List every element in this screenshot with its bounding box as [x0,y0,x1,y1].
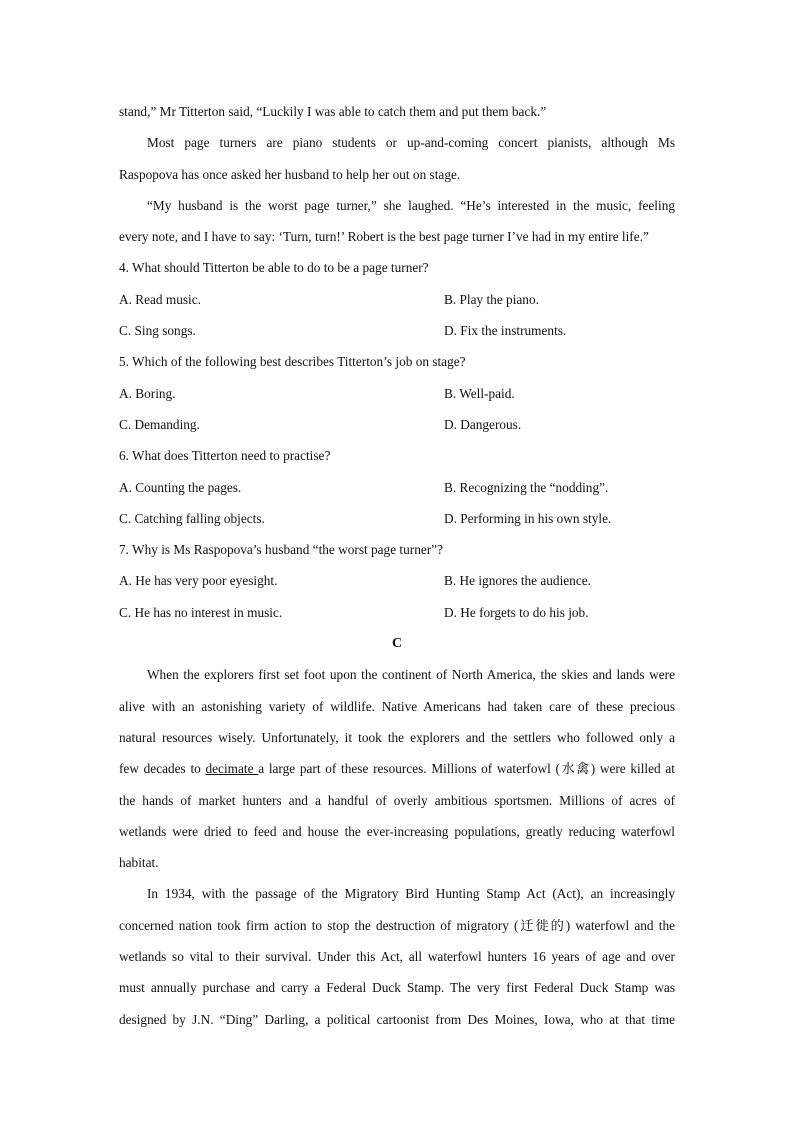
question-stem: 7. Why is Ms Raspopova’s husband “the worst page turner”? [119,542,443,558]
text-line: stand,” Mr Titterton said, “Luckily I was able to catch them and put them back.” [119,104,547,119]
question-stem: 5. Which of the following best describes Titterton’s job on stage? [119,354,466,370]
option-row [119,378,675,409]
option-a: A. Read music. [119,291,201,307]
paragraph-line: habitat. [119,855,159,871]
paragraph-line: wetlands were dried to feed and house the ever-increasing populations, greatly reducing waterfowl [119,823,675,839]
paragraph-line [119,753,675,784]
paragraph-line: wetlands so vital to their survival. Under this Act, all waterfowl hunters 16 years of age and over [119,949,675,965]
option-row [119,284,675,315]
paragraph-line: designed by J.N. “Ding” Darling, a political cartoonist from Des Moines, Iowa, who at that time [119,1011,675,1027]
option-b: B. Well-paid. [444,385,515,401]
paragraph-line: In 1934, with the passage of the Migratory Bird Hunting Stamp Act (Act), an increasingly [147,886,675,902]
paragraph-line: the hands of market hunters and a handful of overly ambitious sportsmen. Millions of acres of [119,792,675,808]
option-row [119,315,675,346]
section-heading: C [391,636,403,652]
option-d: D. Dangerous. [444,416,522,432]
option-d: D. Fix the instruments. [444,323,567,339]
paragraph-line: When the explorers first set foot upon the continent of North America, the skies and lands were [147,667,675,683]
option-c: C. Demanding. [119,416,200,432]
text-segment: a large part of these resources. Millions of waterfowl (水禽) were killed at [258,761,675,777]
option-b: B. He ignores the audience. [444,573,591,589]
option-row [119,565,675,596]
option-c: C. He has no interest in music. [119,604,283,620]
underlined-word: decimate [205,761,259,777]
option-b: B. Play the piano. [444,291,539,307]
paragraph-line: Raspopova has once asked her husband to help her out on stage. [119,166,461,182]
option-b: B. Recognizing the “nodding”. [444,479,609,495]
question-stem: 4. What should Titterton be able to do to be a page turner? [119,260,429,276]
paragraph-line: concerned nation took firm action to stop the destruction of migratory (迁徙的) waterfowl and the [119,917,675,933]
option-row [119,409,675,440]
document-page [119,96,675,1035]
option-d: D. He forgets to do his job. [444,604,589,620]
paragraph-line: every note, and I have to say: ‘Turn, turn!’ Robert is the best page turner I’ve had in my entire life.” [119,229,649,245]
paragraph-line: “My husband is the worst page turner,” she laughed. “He’s interested in the music, feeling [147,197,675,213]
option-row [119,472,675,503]
option-a: A. Boring. [119,385,176,401]
option-a: A. Counting the pages. [119,479,242,495]
option-row [119,597,675,628]
option-c: C. Catching falling objects. [119,510,265,526]
paragraph-line: natural resources wisely. Unfortunately, it took the explorers and the settlers who followed only a [119,729,675,745]
paragraph-line: Most page turners are piano students or up-and-coming concert pianists, although Ms [147,135,675,151]
text-segment: few decades to [119,761,206,777]
option-c: C. Sing songs. [119,323,196,339]
paragraph-line: alive with an astonishing variety of wildlife. Native Americans had taken care of these precious [119,698,675,714]
option-row [119,503,675,534]
option-d: D. Performing in his own style. [444,510,612,526]
paragraph-line: must annually purchase and carry a Federal Duck Stamp. The very first Federal Duck Stamp was [119,980,675,996]
option-a: A. He has very poor eyesight. [119,573,278,589]
question-stem: 6. What does Titterton need to practise? [119,448,331,464]
